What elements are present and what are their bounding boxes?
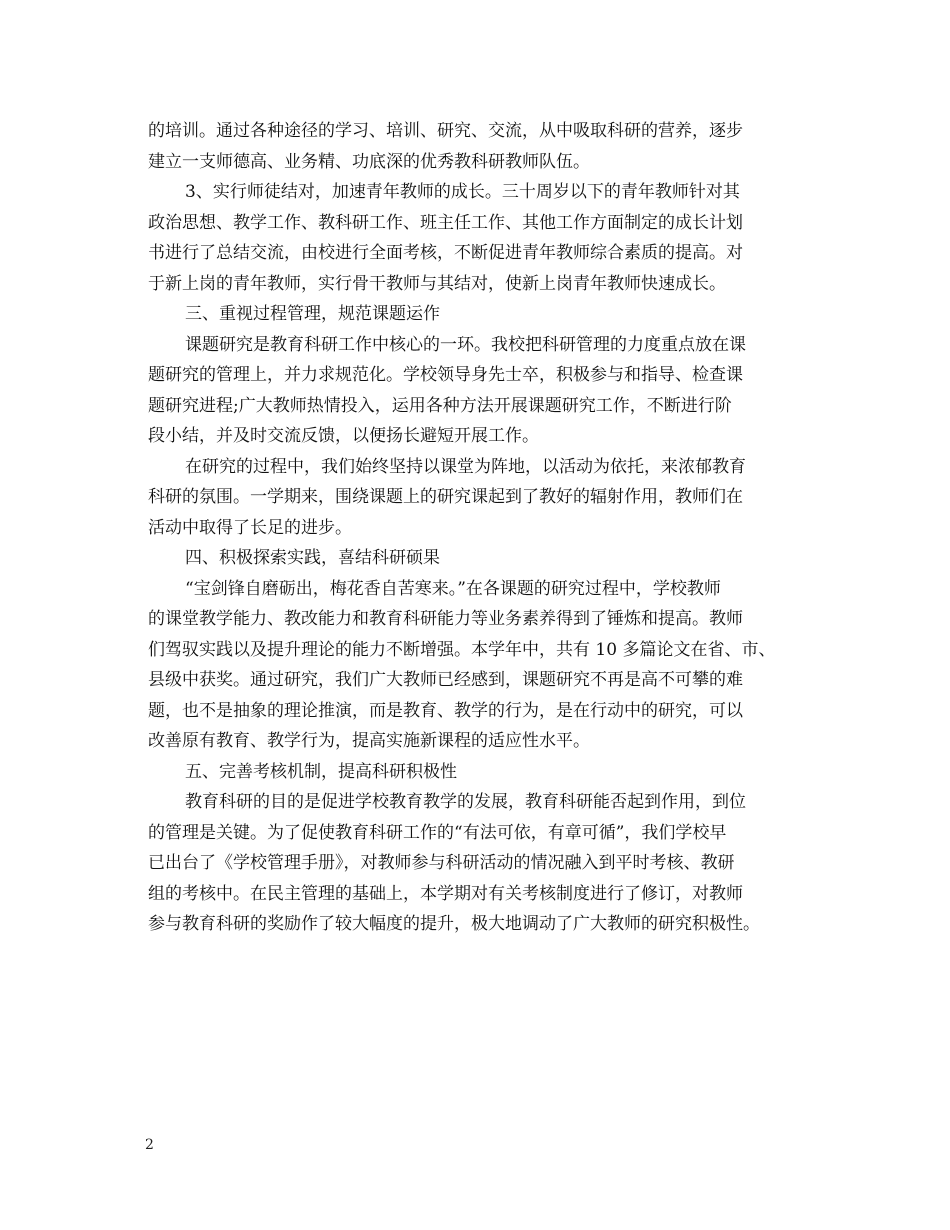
section-heading: 四、积极探索实践，喜结科研硕果 (185, 548, 440, 568)
text-line: 改善原有教育、教学行为，提高实施新课程的适应性水平。 (148, 731, 590, 751)
text-line: 于新上岗的青年教师，实行骨干教师与其结对，使新上岗青年教师快速成长。 (148, 273, 726, 294)
text-line: 题研究进程;广大教师热情投入，运用各种方法开展课题研究工作，不断进行阶 (148, 395, 732, 416)
page-number: 2 (145, 1137, 154, 1153)
text-line: 3、实行师徒结对，加速青年教师的成长。三十周岁以下的青年教师针对其 (185, 182, 740, 202)
text-line: 们驾驭实践以及提升理论的能力不断增强。本学年中，共有 10 多篇论文在省、市、 (148, 639, 776, 660)
text-line: 县级中获奖。通过研究，我们广大教师已经感到，课题研究不再是高不可攀的难 (148, 670, 743, 690)
text-line: 课题研究是教育科研工作中核心的一环。我校把科研管理的力度重点放在课 (185, 334, 746, 355)
text-line: 参与教育科研的奖励作了较大幅度的提升，极大地调动了广大教师的研究积极性。 (148, 914, 760, 934)
text-line: 题，也不是抽象的理论推演，而是教育、教学的行为，是在行动中的研究，可以 (148, 700, 743, 721)
text-line: 政治思想、教学工作、教科研工作、班主任工作、其他工作方面制定的成长计划 (148, 212, 743, 233)
text-line: “宝剑锋自磨砺出，梅花香自苦寒来。”在各课题的研究过程中，学校教师 (185, 578, 721, 599)
text-line: 题研究的管理上，并力求规范化。学校领导身先士卒，积极参与和指导、检查课 (148, 365, 743, 385)
text-line: 的培训。通过各种途径的学习、培训、研究、交流，从中吸取科研的营养，逐步 (148, 121, 743, 141)
text-line: 在研究的过程中，我们始终坚持以课堂为阵地，以活动为依托，来浓郁教育 (185, 456, 746, 477)
text-line: 组的考核中。在民主管理的基础上，本学期对有关考核制度进行了修订，对教师 (148, 883, 743, 904)
section-heading: 三、重视过程管理，规范课题运作 (185, 304, 440, 324)
text-line: 段小结，并及时交流反馈，以便扬长避短开展工作。 (148, 426, 539, 446)
text-line: 的管理是关键。为了促使教育科研工作的“有法可依，有章可循”，我们学校早 (148, 822, 727, 843)
text-line: 的课堂教学能力、教改能力和教育科研能力等业务素养得到了锤炼和提高。教师 (148, 609, 743, 629)
text-line: 书进行了总结交流，由校进行全面考核，不断促进青年教师综合素质的提高。对 (148, 243, 743, 263)
text-line: 教育科研的目的是促进学校教育教学的发展，教育科研能否起到作用，到位 (185, 792, 746, 812)
section-heading: 五、完善考核机制，提高科研积极性 (185, 761, 457, 782)
text-line: 活动中取得了长足的进步。 (148, 517, 352, 538)
text-line: 科研的氛围。一学期来，围绕课题上的研究课起到了教好的辐射作用，教师们在 (148, 487, 743, 507)
body-text (148, 116, 813, 940)
text-line: 建立一支师德高、业务精、功底深的优秀教科研教师队伍。 (148, 151, 590, 172)
text-block (148, 116, 813, 940)
text-line: 已出台了《学校管理手册》，对教师参与科研活动的情况融入到平时考核、教研 (148, 853, 735, 873)
